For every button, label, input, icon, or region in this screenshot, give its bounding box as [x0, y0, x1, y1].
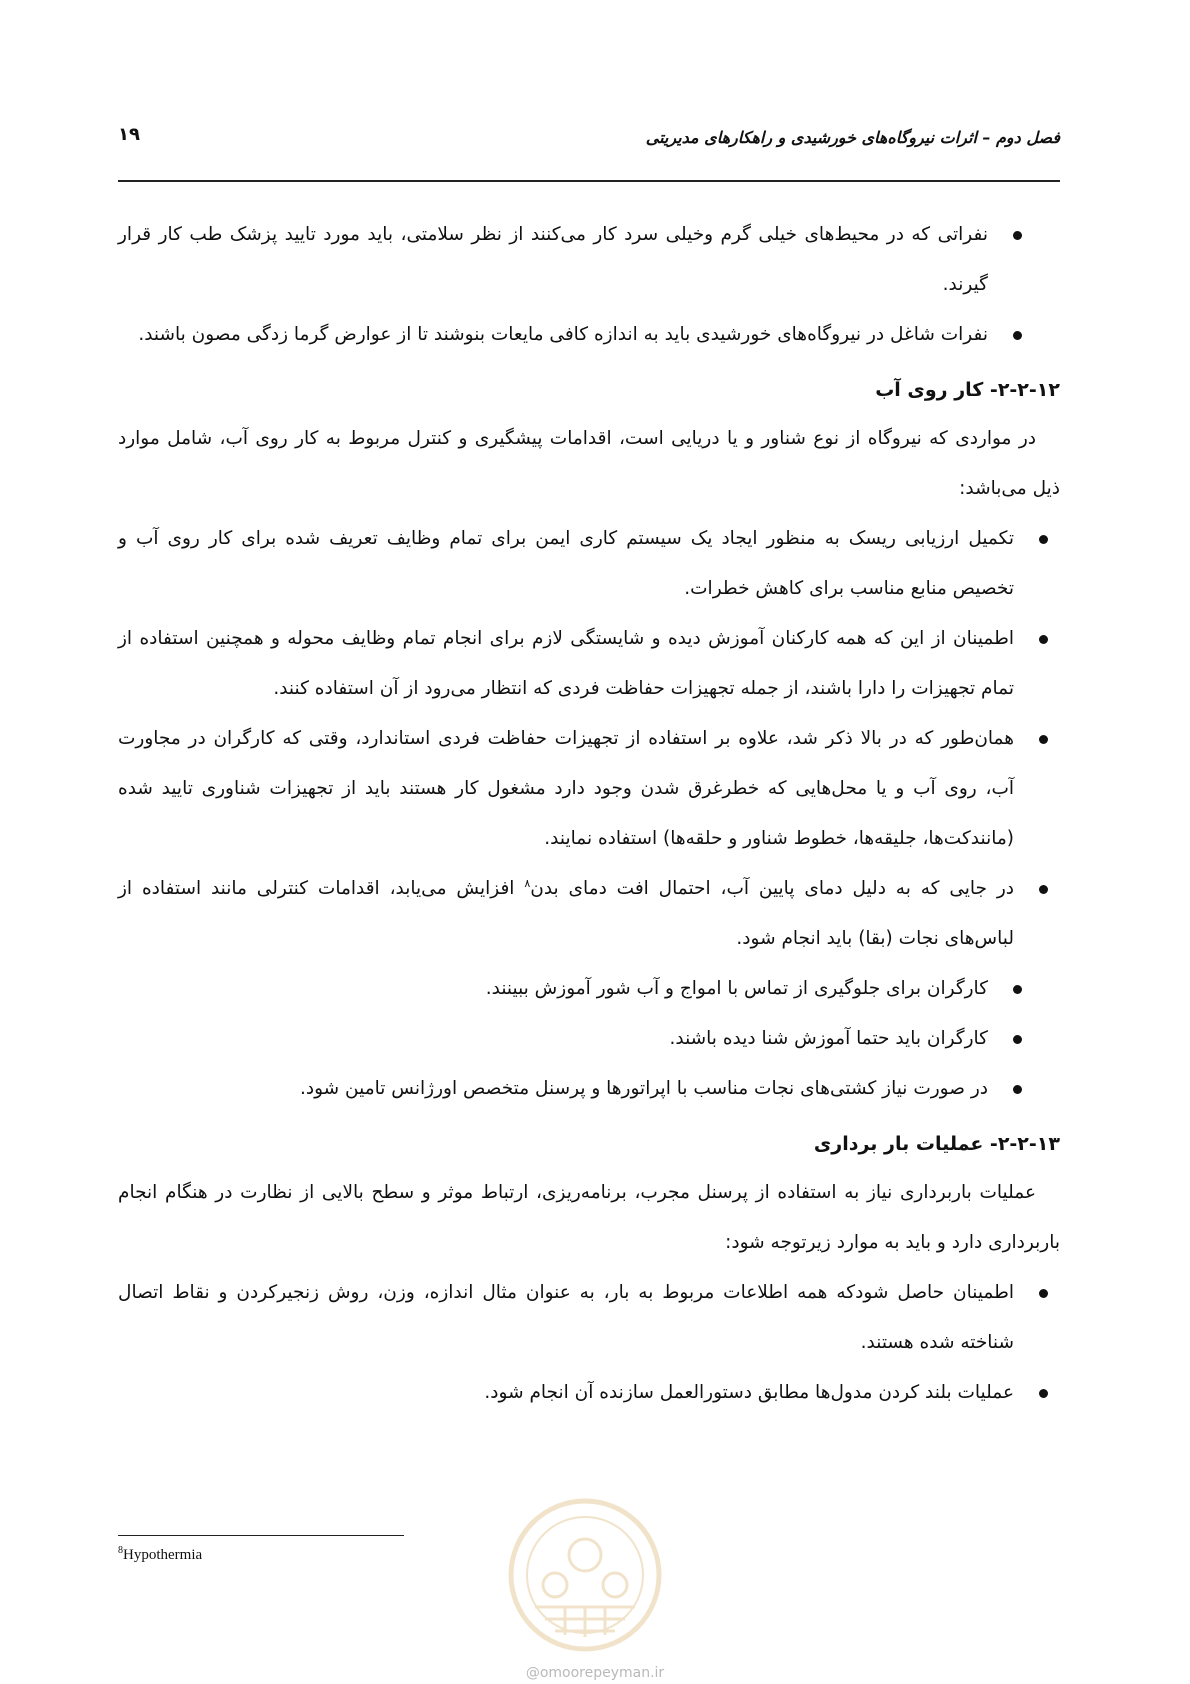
watermark-site: @omoorepeyman.ir	[525, 1665, 665, 1681]
page-body	[118, 210, 1060, 1418]
list-item: در جایی که به دلیل دمای پایین آب، احتمال افت دمای بدن$^۸$ افزایش می‌یابد، اقدامات کنترلی مانند استفاده از لباس‌های نجات (بقا) باید انجام شود.	[118, 864, 1060, 964]
seal-icon	[505, 1495, 665, 1655]
bullet-icon	[1039, 1389, 1048, 1398]
page-number: ۱۹	[118, 124, 140, 145]
bullet-list-top	[118, 210, 1060, 360]
page-header	[118, 124, 1060, 168]
bullet-icon	[1013, 985, 1022, 994]
list-item: عملیات بلند کردن مدول‌ها مطابق دستورالعمل سازنده آن انجام شود.	[118, 1368, 1060, 1418]
list-item: کارگران برای جلوگیری از تماس با امواج و آب شور آموزش ببینند.	[118, 964, 1060, 1014]
list-item: کارگران باید حتما آموزش شنا دیده باشند.	[118, 1014, 1060, 1064]
bullet-icon	[1039, 535, 1048, 544]
footnote-divider	[118, 1535, 404, 1536]
bullet-icon	[1039, 735, 1048, 744]
list-item: در صورت نیاز کشتی‌های نجات مناسب با اپراتورها و پرسنل متخصص اورژانس تامین شود.	[118, 1064, 1060, 1114]
section-intro-12: در مواردی که نیروگاه از نوع شناور و یا دریایی است، اقدامات پیشگیری و کنترل مربوط به کار روی آب، شامل موارد ذیل می‌باشد:	[118, 428, 1060, 499]
bullet-list-13	[118, 1268, 1060, 1418]
footnote	[118, 1545, 202, 1564]
chapter-title: فصل دوم – اثرات نیروگاه‌های خورشیدی و راهکارهای مدیریتی	[645, 128, 1060, 147]
bullet-icon	[1013, 1085, 1022, 1094]
bullet-icon	[1039, 885, 1048, 894]
list-item: تکمیل ارزیابی ریسک به منظور ایجاد یک سیستم کاری ایمن برای تمام وظایف تعریف شده برای کار روی آب و تخصیص منابع مناسب برای کاهش خطرات.	[118, 514, 1060, 614]
header-divider	[118, 180, 1060, 182]
list-item: اطمینان از این که همه کارکنان آموزش دیده و شایستگی لازم برای انجام تمام وظایف محوله و همچنین استفاده از تمام تجهیزات را دارا باشند، از جمله تجهیزات حفاظت فردی که انتظار می‌رود از آن استفاده کنند.	[118, 614, 1060, 714]
bullet-list-12	[118, 514, 1060, 964]
section-heading-13: ۲-۲-۱۳- عملیات بار برداری	[813, 1133, 1060, 1155]
bullet-icon	[1039, 1289, 1048, 1298]
section-heading-12: ۲-۲-۱۲- کار روی آب	[875, 379, 1060, 401]
bullet-icon	[1013, 1035, 1022, 1044]
list-item: نفرات شاغل در نیروگاه‌های خورشیدی باید به اندازه کافی مایعات بنوشند تا از عوارض گرما زدگی مصون باشند.	[118, 310, 1060, 360]
bullet-list-12-short	[118, 964, 1060, 1114]
footnote-text: Hypothermia	[123, 1547, 203, 1563]
list-item: اطمینان حاصل شودکه همه اطلاعات مربوط به بار، به عنوان مثال اندازه، وزن، روش زنجیرکردن و نقاط اتصال شناخته شده هستند.	[118, 1268, 1060, 1368]
section-intro-13: عملیات باربرداری نیاز به استفاده از پرسنل مجرب، برنامه‌ریزی، ارتباط موثر و سطح بالایی از نظارت در هنگام انجام باربرداری دارد و باید به موارد زیرتوجه شود:	[118, 1182, 1060, 1253]
footnote-number: 8	[118, 1545, 123, 1556]
list-item: همان‌طور که در بالا ذکر شد، علاوه بر استفاده از تجهیزات حفاظت فردی استاندارد، وقتی که کارگران در مجاورت آب، روی آب و یا محل‌هایی که خطرغرق شدن وجود دارد مشغول کار هستند باید از تجهیزات شناوری تایید شده (مانندکت‌ها، جلیقه‌ها، خطوط شناور و حلقه‌ها) استفاده نمایند.	[118, 714, 1060, 864]
list-item: نفراتی که در محیط‌های خیلی گرم وخیلی سرد کار می‌کنند از نظر سلامتی، باید مورد تایید پزشک طب کار قرار گیرند.	[118, 210, 1060, 310]
footnote-ref: ۸	[524, 876, 531, 890]
bullet-icon	[1039, 635, 1048, 644]
bullet-icon	[1013, 331, 1022, 340]
bullet-icon	[1013, 231, 1022, 240]
